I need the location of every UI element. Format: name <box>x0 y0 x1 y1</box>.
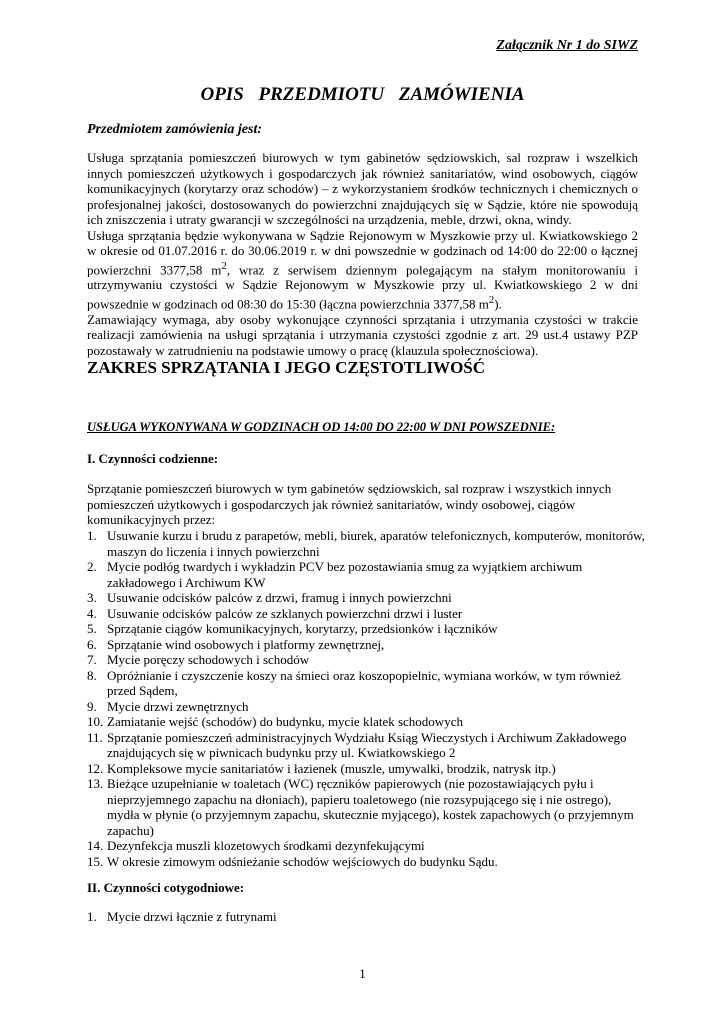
list-item-text: Sprzątanie ciągów komunikacyjnych, korytarzy, przedsionków i łączników <box>107 621 498 636</box>
list-item <box>87 699 647 715</box>
list-item <box>87 909 647 925</box>
list-item <box>87 590 647 606</box>
list-item <box>87 637 647 653</box>
list-item-number: 8. <box>87 667 97 683</box>
page-number: 1 <box>359 966 366 981</box>
list-item-text: Usuwanie odcisków palców z drzwi, framug i innych powierzchni <box>107 590 452 605</box>
list-item-number: 9. <box>87 698 97 714</box>
list-item-number: 11. <box>87 729 103 745</box>
list-item-number: 13. <box>87 776 104 791</box>
intro-section <box>87 150 638 358</box>
list-item-text: Mycie podłóg twardych i wykładzin PCV bez pozostawiania smug za wyjątkiem archiwum zakładowego i Archiwum KW <box>107 559 583 590</box>
list-item-number: 3. <box>87 590 97 605</box>
list-item <box>87 854 647 870</box>
list-item <box>87 838 647 854</box>
list-item-text: W okresie zimowym odśnieżanie schodów wejściowych do budynku Sądu. <box>107 853 498 869</box>
annex-label: Załącznik Nr 1 do SIWZ <box>496 38 638 53</box>
list-item-number: 1. <box>87 528 97 543</box>
intro-paragraph-2-part-c: ). <box>494 296 502 312</box>
list-item <box>87 606 647 622</box>
list-item-text: Mycie poręczy schodowych i schodów <box>107 652 310 667</box>
list-item-text: Usuwanie kurzu i brudu z parapetów, mebli, biurek, aparatów telefonicznych, komputerów, monitorów, maszyn do liczenia i innych powierzchni <box>107 528 645 559</box>
list-item <box>87 621 647 637</box>
list-item <box>87 776 647 838</box>
list-item-text: Zamiatanie wejść (schodów) do budynku, mycie klatek schodowych <box>107 714 463 729</box>
list-item-text: Sprzątanie wind osobowych i platformy zewnętrznej, <box>107 636 385 652</box>
list-item <box>87 528 647 559</box>
intro-paragraph-2-part-a: Usługa sprzątania będzie wykonywana w Sądzie Rejonowym w Myszkowie przy ul. Kwiatkowskiego 2 w okresie od 01.07.2016 r. do 30.06.2019 r. w dni powszednie w godzinach od 14:00 do 22:00 o łącznej powierzchni 3377,58 m <box>87 227 638 277</box>
daily-tasks-heading: I. Czynności codzienne: <box>87 451 219 466</box>
document-title: OPIS PRZEDMIOTU ZAMÓWIENIA <box>200 84 525 105</box>
subject-heading: Przedmiotem zamówienia jest: <box>87 122 262 137</box>
list-item-number: 1. <box>87 909 97 924</box>
service-hours-heading: USŁUGA WYKONYWANA W GODZINACH OD 14:00 DO 22:00 W DNI POWSZEDNIE: <box>87 420 556 434</box>
list-item-number: 14. <box>87 838 104 853</box>
list-item <box>87 652 647 668</box>
list-item-text: Dezynfekcja muszli klozetowych środkami dezynfekującymi <box>107 838 425 853</box>
list-item-number: 2. <box>87 559 97 574</box>
intro-paragraph-3: Zamawiający wymaga, aby osoby wykonujące czynności sprzątania i utrzymania czystości w trakcie realizacji zamówienia na usługi sprzątania i utrzymania czystości zgodnie z art. 29 ust.4 ustawy PZP pozostawały w zatrudnieniu na podstawie umowy o pracę (klauzula społecznościowa). <box>87 311 638 358</box>
list-item <box>87 668 647 699</box>
daily-tasks-list <box>87 528 647 869</box>
list-item-number: 5. <box>87 621 97 636</box>
intro-paragraph-2-part-b: , wraz z serwisem dziennym polegającym na stałym monitorowaniu i utrzymywaniu czystości w Sądzie Rejonowym w Myszkowie przy ul. Kwiatkowskiego 2 w dni powszednie w godzinach od 08:30 do 15:30 (łączna powierzchnia 3377,58 m <box>87 261 638 312</box>
list-item-number: 4. <box>87 605 97 621</box>
list-item <box>87 761 647 777</box>
list-item-text: Opróżnianie i czyszczenie koszy na śmieci oraz koszopopielnic, wymiana worków, w tym również przed Sądem, <box>107 667 621 698</box>
list-item-text: Mycie drzwi łącznie z futrynami <box>107 909 277 924</box>
list-item-number: 10. <box>87 714 104 729</box>
list-item-text: Usuwanie odcisków palców ze szklanych powierzchni drzwi i luster <box>107 605 463 621</box>
list-item-number: 12. <box>87 760 104 776</box>
list-item-number: 7. <box>87 652 97 667</box>
list-item-number: 6. <box>87 636 97 652</box>
list-item-text: Sprzątanie pomieszczeń administracyjnych Wydziału Ksiąg Wieczystych i Archiwum Zakładowego znajdujących się w piwnicach budynku przy ul. Kwiatkowskiego 2 <box>107 729 627 760</box>
list-item-text: Mycie drzwi zewnętrznych <box>107 698 249 714</box>
scope-heading: ZAKRES SPRZĄTANIA I JEGO CZĘSTOTLIWOŚĆ <box>87 358 486 377</box>
square-unit-sup-2: 2 <box>488 293 495 306</box>
list-item-number: 15. <box>87 853 104 869</box>
daily-tasks-intro: Sprzątanie pomieszczeń biurowych w tym gabinetów sędziowskich, sal rozpraw i wszystkich innych pomieszczeń użytkowych i gospodarczych jak również sanitariatów, windy osobowej, ciągów komunikacyjnych przez: <box>87 481 612 527</box>
intro-paragraph-1: Usługa sprzątania pomieszczeń biurowych w tym gabinetów sędziowskich, sal rozpraw i wszelkich innych pomieszczeń użytkowych i gospodarczych jak również sanitariatów, wind osobowych, ciągów komunikacyjnych (korytarzy oraz schodów) – z wykorzystaniem środków technicznych i chemicznych o profesjonalnej jakości, dostosowanych do powierzchni znajdujących się w Sądzie, które nie spowodują ich zniszczenia i utraty gwarancji w szczególności na urządzenia, meble, drzwi, okna, windy. <box>87 150 638 227</box>
list-item <box>87 730 647 761</box>
list-item-text: Bieżące uzupełnianie w toaletach (WC) ręczników papierowych (nie pozostawiających pyłu i nieprzyjemnego zapachu na dłoniach), papieru toaletowego (nie rozsypującego się i nie ostrego), mydła w płynie (o przyjemnym zapachu, skutecznie myjącego), kostek zapachowych (o przyjemnym zapachu) <box>107 776 634 838</box>
list-item <box>87 714 647 730</box>
weekly-tasks-list <box>87 909 647 925</box>
weekly-tasks-heading: II. Czynności cotygodniowe: <box>87 880 245 895</box>
list-item-text: Kompleksowe mycie sanitariatów i łazienek (muszle, umywalki, brodzik, natrysk itp.) <box>107 760 556 776</box>
list-item <box>87 559 647 590</box>
intro-paragraph-2 <box>87 228 638 312</box>
square-unit-sup-1: 2 <box>221 259 227 272</box>
